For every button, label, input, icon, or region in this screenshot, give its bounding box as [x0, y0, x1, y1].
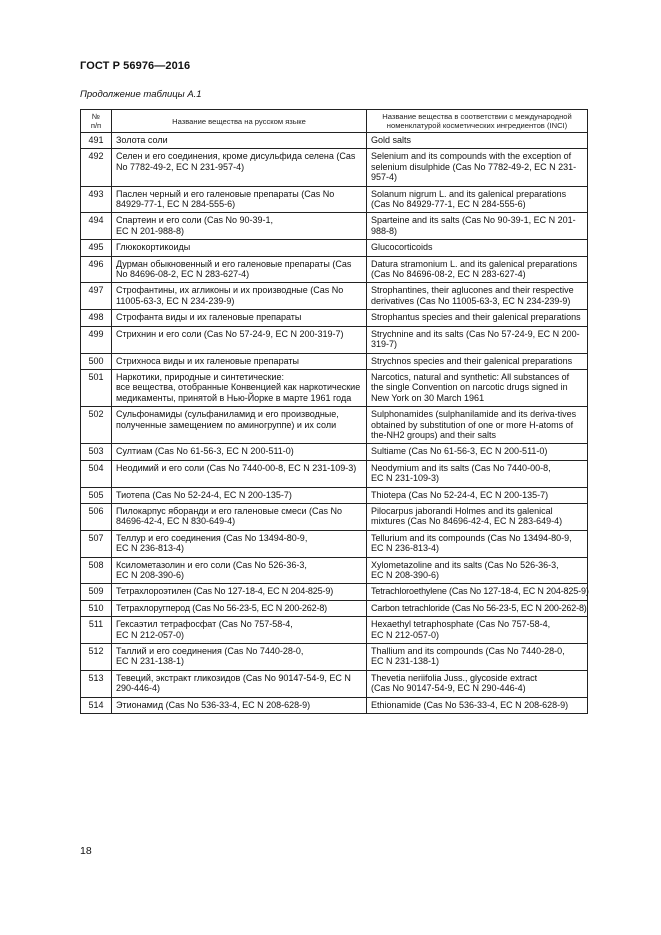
- russian-name-cell: Ксилометазолин и его соли (Cas No 526-36-3, EC N 208-390-6): [112, 557, 367, 584]
- table-row: [81, 283, 588, 310]
- inci-name-cell: Thevetia neriifolia Juss., glycoside extract (Cas No 90147-54-9, EC N 290-446-4): [367, 670, 588, 697]
- russian-name-cell: Гексаэтил тетрафосфат (Cas No 757-58-4, EC N 212-057-0): [112, 617, 367, 644]
- table-row: [81, 557, 588, 584]
- inci-name-cell: Carbon tetrachloride (Cas No 56-23-5, EC N 200-262-8): [367, 600, 588, 616]
- russian-name-cell: Этионамид (Cas No 536-33-4, EC N 208-628-9): [112, 697, 367, 713]
- header-russian-name: Название вещества на русском языке: [112, 110, 367, 133]
- header-num: № п/п: [81, 110, 112, 133]
- table-row: [81, 326, 588, 353]
- russian-name-cell: Строфанта виды и их галеновые препараты: [112, 310, 367, 326]
- russian-name-cell: Дурман обыкновенный и его галеновые препараты (Cas No 84696-08-2, EC N 283-627-4): [112, 256, 367, 283]
- russian-name-cell: Сульфонамиды (сульфаниламид и его производные, полученные замещением по аминогруппе) и их соли: [112, 407, 367, 444]
- russian-name-cell: Глюкокортикоиды: [112, 240, 367, 256]
- inci-name-cell: Ethionamide (Cas No 536-33-4, EC N 208-628-9): [367, 697, 588, 713]
- row-number: 512: [81, 644, 112, 671]
- header-inci-name: Название вещества в соответствии с международной номенклатурой косметических ингредиентов (INCI): [367, 110, 588, 133]
- inci-name-cell: Neodymium and its salts (Cas No 7440-00-8, EC N 231-109-3): [367, 460, 588, 487]
- inci-name-cell: Strophantines, their aglucones and their respective derivatives (Cas No 11005-63-3, EC N 234-239-9): [367, 283, 588, 310]
- table-row: [81, 186, 588, 213]
- table-row: [81, 584, 588, 600]
- inci-name-cell: Glucocorticoids: [367, 240, 588, 256]
- table-row: [81, 617, 588, 644]
- row-number: 493: [81, 186, 112, 213]
- row-number: 504: [81, 460, 112, 487]
- row-number: 492: [81, 149, 112, 186]
- table-row: [81, 670, 588, 697]
- inci-name-cell: Xylometazoline and its salts (Cas No 526-36-3, EC N 208-390-6): [367, 557, 588, 584]
- inci-name-cell: Tellurium and its compounds (Cas No 13494-80-9, EC N 236-813-4): [367, 530, 588, 557]
- row-number: 495: [81, 240, 112, 256]
- table-row: [81, 149, 588, 186]
- row-number: 514: [81, 697, 112, 713]
- row-number: 503: [81, 444, 112, 460]
- inci-name-cell: Sulphonamides (sulphanilamide and its deriva-tives obtained by substitution of one or more H-atoms of the-NH2 groups) and their salts: [367, 407, 588, 444]
- inci-name-cell: Strychnos species and their galenical preparations: [367, 353, 588, 369]
- table-row: [81, 600, 588, 616]
- row-number: 501: [81, 369, 112, 406]
- inci-name-cell: Datura stramonium L. and its galenical preparations (Cas No 84696-08-2, EC N 283-627-4): [367, 256, 588, 283]
- table-header-row: [81, 110, 588, 133]
- table-row: [81, 487, 588, 503]
- inci-name-cell: Solanum nigrum L. and its galenical preparations (Cas No 84929-77-1, EC N 284-555-6): [367, 186, 588, 213]
- russian-name-cell: Тиотепа (Cas No 52-24-4, EC N 200-135-7): [112, 487, 367, 503]
- inci-name-cell: Selenium and its compounds with the exception of selenium disulphide (Cas No 7782-49-2, EC N 231-957-4): [367, 149, 588, 186]
- table-row: [81, 697, 588, 713]
- row-number: 494: [81, 213, 112, 240]
- row-number: 509: [81, 584, 112, 600]
- row-number: 507: [81, 530, 112, 557]
- row-number: 506: [81, 503, 112, 530]
- table-row: [81, 256, 588, 283]
- row-number: 513: [81, 670, 112, 697]
- row-number: 496: [81, 256, 112, 283]
- table-row: [81, 310, 588, 326]
- substances-table: [80, 109, 588, 714]
- table-row: [81, 213, 588, 240]
- table-row: [81, 240, 588, 256]
- inci-name-cell: Thallium and its compounds (Cas No 7440-28-0, EC N 231-138-1): [367, 644, 588, 671]
- standard-title: ГОСТ Р 56976—2016: [80, 60, 191, 72]
- table-row: [81, 369, 588, 406]
- russian-name-cell: Неодимий и его соли (Cas No 7440-00-8, EC N 231-109-3): [112, 460, 367, 487]
- russian-name-cell: Стрихноса виды и их галеновые препараты: [112, 353, 367, 369]
- inci-name-cell: Strychnine and its salts (Cas No 57-24-9, EC N 200-319-7): [367, 326, 588, 353]
- row-number: 491: [81, 133, 112, 149]
- row-number: 511: [81, 617, 112, 644]
- inci-name-cell: Pilocarpus jaborandi Holmes and its galenical mixtures (Cas No 84696-42-4, EC N 283-649-4): [367, 503, 588, 530]
- russian-name-cell: Теллур и его соединения (Cas No 13494-80-9, EC N 236-813-4): [112, 530, 367, 557]
- russian-name-cell: Тетрахлороэтилен (Cas No 127-18-4, EC N 204-825-9): [112, 584, 367, 600]
- table-row: [81, 644, 588, 671]
- russian-name-cell: Наркотики, природные и синтетические: все вещества, отобранные Конвенцией как наркотические медикаменты, принятой в Нью-Йорке в марте 1961 года: [112, 369, 367, 406]
- inci-name-cell: Strophantus species and their galenical preparations: [367, 310, 588, 326]
- inci-name-cell: Tetrachloroethylene (Cas No 127-18-4, EC N 204-825-9): [367, 584, 588, 600]
- russian-name-cell: Стрихнин и его соли (Cas No 57-24-9, EC N 200-319-7): [112, 326, 367, 353]
- table-row: [81, 444, 588, 460]
- table-row: [81, 407, 588, 444]
- row-number: 508: [81, 557, 112, 584]
- table-row: [81, 530, 588, 557]
- russian-name-cell: Таллий и его соединения (Cas No 7440-28-0, EC N 231-138-1): [112, 644, 367, 671]
- russian-name-cell: Пилокарпус яборанди и его галеновые смеси (Cas No 84696-42-4, EC N 830-649-4): [112, 503, 367, 530]
- russian-name-cell: Золота соли: [112, 133, 367, 149]
- inci-name-cell: Thiotepa (Cas No 52-24-4, EC N 200-135-7): [367, 487, 588, 503]
- inci-name-cell: Sparteine and its salts (Cas No 90-39-1, EC N 201-988-8): [367, 213, 588, 240]
- page-number: 18: [80, 845, 92, 857]
- row-number: 499: [81, 326, 112, 353]
- russian-name-cell: Султиам (Cas No 61-56-3, EC N 200-511-0): [112, 444, 367, 460]
- inci-name-cell: Gold salts: [367, 133, 588, 149]
- inci-name-cell: Sultiame (Cas No 61-56-3, EC N 200-511-0): [367, 444, 588, 460]
- table-row: [81, 503, 588, 530]
- russian-name-cell: Строфантины, их агликоны и их производные (Cas No 11005-63-3, EC N 234-239-9): [112, 283, 367, 310]
- row-number: 502: [81, 407, 112, 444]
- table-continuation-caption: Продолжение таблицы А.1: [80, 89, 202, 100]
- russian-name-cell: Спартеин и его соли (Cas No 90-39-1, EC N 201-988-8): [112, 213, 367, 240]
- inci-name-cell: Hexaethyl tetraphosphate (Cas No 757-58-4, EC N 212-057-0): [367, 617, 588, 644]
- row-number: 510: [81, 600, 112, 616]
- russian-name-cell: Тетрахлоругперод (Cas No 56-23-5, EC N 200-262-8): [112, 600, 367, 616]
- table-row: [81, 133, 588, 149]
- row-number: 505: [81, 487, 112, 503]
- table-row: [81, 353, 588, 369]
- inci-name-cell: Narcotics, natural and synthetic: All substances of the single Convention on narcotic drugs signed in New York on 30 March 1961: [367, 369, 588, 406]
- row-number: 498: [81, 310, 112, 326]
- russian-name-cell: Паслен черный и его галеновые препараты (Cas No 84929-77-1, EC N 284-555-6): [112, 186, 367, 213]
- row-number: 500: [81, 353, 112, 369]
- russian-name-cell: Селен и его соединения, кроме дисульфида селена (Cas No 7782-49-2, EC N 231-957-4): [112, 149, 367, 186]
- table-row: [81, 460, 588, 487]
- russian-name-cell: Тевеций, экстракт гликозидов (Cas No 90147-54-9, EC N 290-446-4): [112, 670, 367, 697]
- row-number: 497: [81, 283, 112, 310]
